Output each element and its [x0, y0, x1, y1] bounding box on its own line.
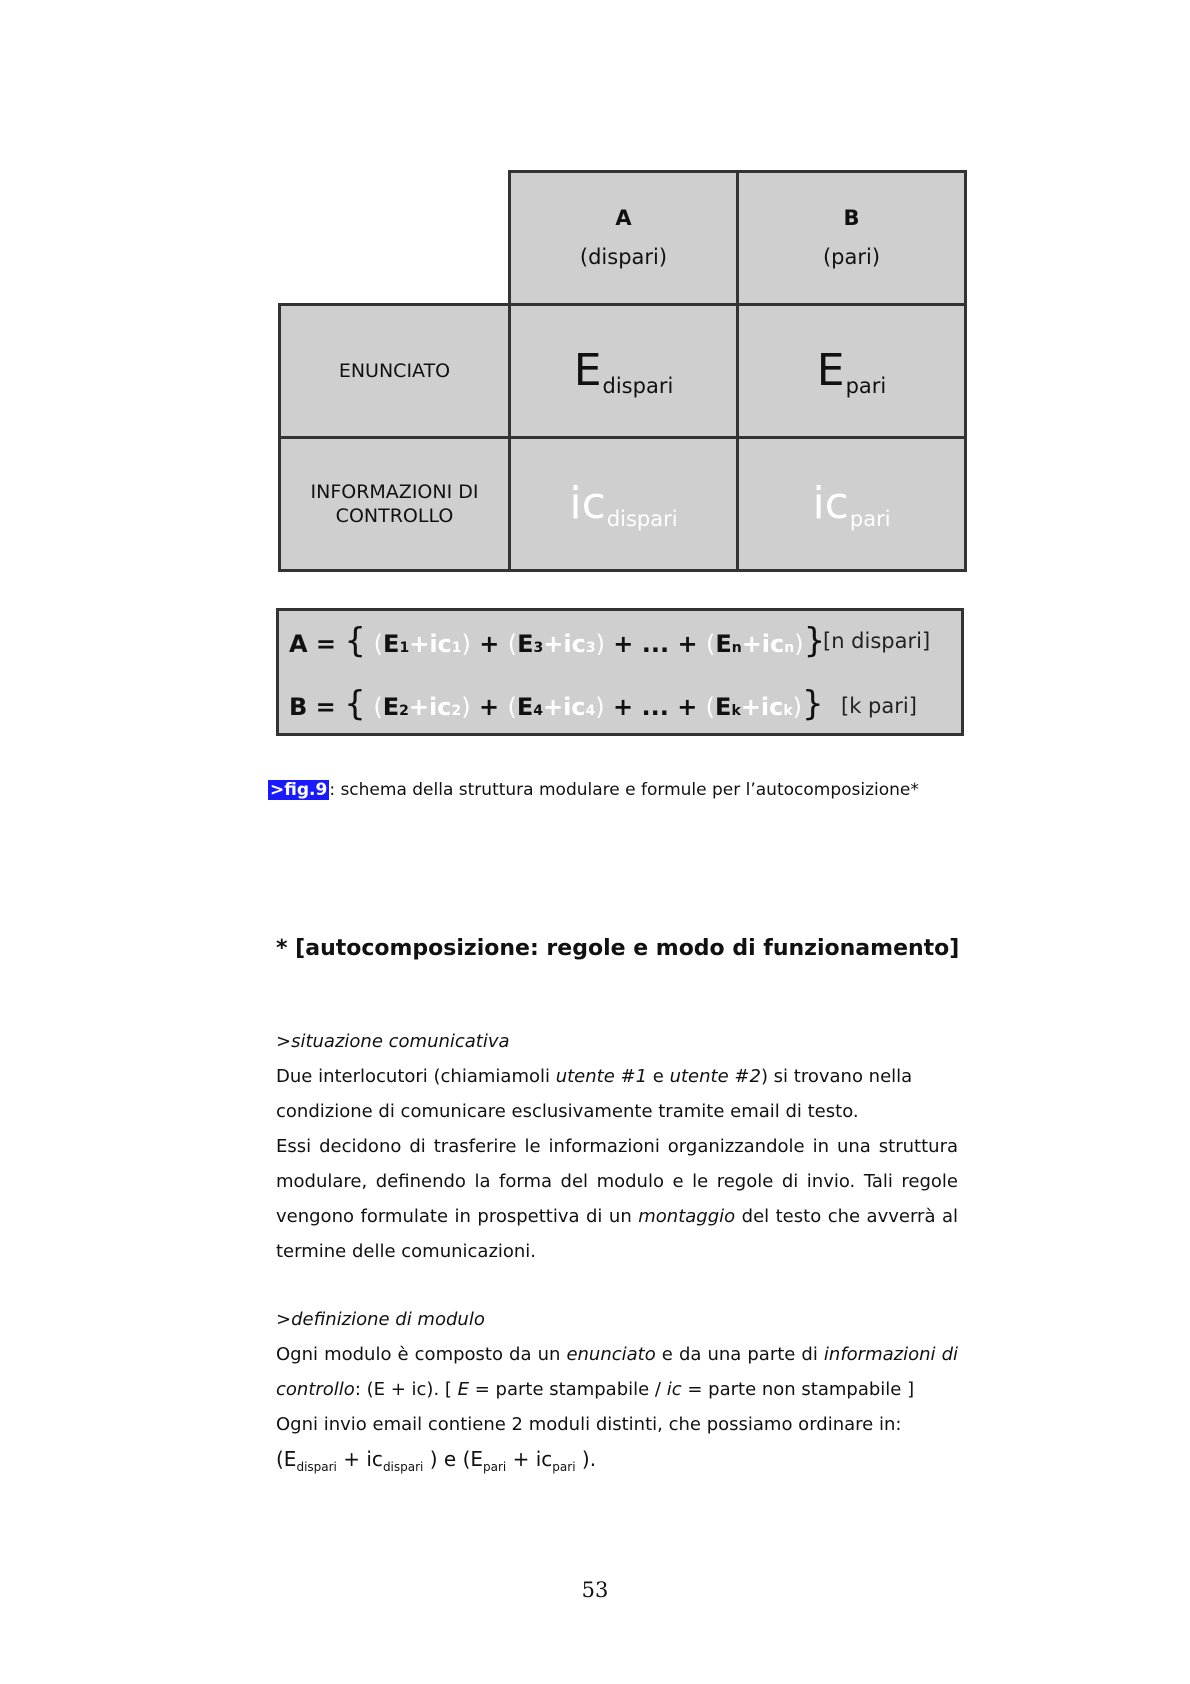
s2-l2b: : (E + ic). [: [354, 1379, 458, 1400]
paren: ): [792, 693, 802, 721]
formula-b-prefix: B =: [289, 693, 336, 721]
section2-title: [276, 1302, 958, 1337]
paren: (: [365, 693, 383, 721]
s1-l1a: Due interlocutori (chiamiamoli: [276, 1066, 556, 1087]
section-heading: * [autocomposizione: regole e modo di funzionamento]: [276, 936, 960, 961]
section1-line3: Essi decidono di trasferire le informazioni organizzandole in una struttura: [276, 1136, 958, 1157]
s2-l4-close1: ) e (E: [423, 1447, 484, 1471]
row-label-controllo: [278, 436, 511, 572]
e-dispari: [573, 345, 674, 398]
paren: ): [595, 693, 605, 721]
term-ic: +ic: [740, 693, 784, 721]
paren: ): [794, 630, 804, 658]
figure-caption: [268, 780, 919, 800]
section2-line4: [276, 1442, 958, 1485]
section1-title-text: >situazione comunicativa: [276, 1031, 510, 1052]
s1-l1e: ) si trovano nella: [760, 1066, 913, 1087]
row-label-enunciato: [278, 303, 511, 439]
formula-a-note: [n dispari]: [823, 629, 931, 653]
e-pari-sub: pari: [845, 374, 887, 398]
s1-l1b: utente #1: [555, 1066, 648, 1087]
term-e: E: [715, 693, 732, 721]
cell-e-pari: [736, 303, 967, 439]
formula-box: [276, 608, 964, 736]
term-ic: +ic: [408, 693, 452, 721]
section-situazione: [276, 1024, 958, 1269]
term-e-sub: 1: [399, 640, 410, 656]
brace-open: {: [344, 621, 367, 661]
col-a-letter: A: [615, 206, 632, 230]
ic-dispari-sub: dispari: [606, 507, 678, 531]
formula-b-note: [k pari]: [841, 694, 917, 718]
s2-l4-close2: ).: [575, 1447, 597, 1471]
s1-l5c: del testo che avverrà al: [735, 1206, 959, 1227]
caption-text: : schema della struttura modulare e formule per l’autocomposizione*: [329, 780, 919, 800]
paren: (: [366, 630, 384, 658]
controllo-label-1: INFORMAZIONI DI: [310, 481, 479, 503]
term-e: E: [715, 630, 732, 658]
term-ic-sub: 1: [451, 640, 462, 656]
term-ic-sub: 4: [585, 703, 596, 719]
term-e-sub: 4: [533, 703, 543, 719]
s2-l1a: Ogni modulo è composto da un: [276, 1344, 567, 1365]
term-e-sub: k: [731, 703, 741, 719]
section2-title-text: >definizione di modulo: [276, 1309, 485, 1330]
s2-l2e: ic: [666, 1379, 682, 1400]
ic-dispari-base: ic: [569, 478, 606, 529]
term-e: E: [383, 630, 400, 658]
section1-line2: condizione di comunicare esclusivamente tramite email di testo.: [276, 1101, 859, 1122]
paren: (: [705, 693, 716, 721]
cell-e-dispari: [508, 303, 739, 439]
header-col-b: [736, 170, 967, 306]
s2-l4-open1: (E: [276, 1447, 297, 1471]
term-ic: +ic: [741, 630, 785, 658]
s2-l4-plus2: + ic: [506, 1447, 553, 1471]
term-e: E: [516, 693, 534, 721]
formula-a: [289, 621, 825, 661]
term-e-sub: 2: [399, 703, 409, 719]
e-pari: [816, 345, 887, 398]
s2-l2a: controllo: [276, 1379, 355, 1400]
ellipsis: + ... +: [613, 630, 698, 658]
brace-close: }: [803, 621, 826, 661]
brace-close: }: [802, 684, 824, 724]
paren: (: [507, 630, 518, 658]
ic-dispari: [569, 478, 678, 531]
s2-l4-sub4: pari: [552, 1460, 576, 1474]
cell-ic-pari: [736, 436, 967, 572]
brace-open: {: [344, 684, 366, 724]
formula-a-prefix: A =: [289, 630, 337, 658]
ic-pari-base: ic: [812, 478, 849, 529]
section1-title: [276, 1024, 958, 1059]
paren: ): [461, 630, 471, 658]
term-ic-sub: k: [783, 703, 793, 719]
e-dispari-base: E: [573, 345, 602, 396]
term-e-sub: 3: [533, 640, 544, 656]
s2-l4-plus1: + ic: [336, 1447, 383, 1471]
s2-l2f: = parte non stampabile ]: [681, 1379, 915, 1400]
paren: ): [595, 630, 605, 658]
section-modulo: [276, 1302, 958, 1485]
e-dispari-sub: dispari: [602, 374, 674, 398]
section1-line5: [276, 1199, 958, 1234]
term-ic: +ic: [409, 630, 452, 658]
s1-l1c: e: [647, 1066, 670, 1087]
ic-pari: [812, 478, 891, 531]
s2-l4-sub2: dispari: [382, 1460, 424, 1474]
s2-l1d: informazioni di: [823, 1344, 959, 1365]
paren: (: [507, 693, 517, 721]
col-b-letter: B: [843, 206, 860, 230]
col-a-sub: (dispari): [579, 245, 668, 269]
formula-b: [289, 684, 824, 724]
s2-l4-sub3: pari: [483, 1460, 507, 1474]
s1-l5a: vengono formulate in prospettiva di un: [276, 1206, 639, 1227]
term-ic: +ic: [543, 630, 586, 658]
section1-line1: [276, 1059, 958, 1094]
paren: ): [461, 693, 471, 721]
s2-l2d: = parte stampabile /: [469, 1379, 667, 1400]
term-ic-sub: n: [784, 640, 795, 656]
s2-l4-sub1: dispari: [296, 1460, 337, 1474]
term-ic-sub: 3: [585, 640, 596, 656]
term-ic: +ic: [542, 693, 586, 721]
plus: +: [478, 693, 500, 721]
term-e: E: [382, 693, 400, 721]
header-col-a: [508, 170, 739, 306]
section1-line4: modulare, definendo la forma del modulo e le regole di invio. Tali regole: [276, 1171, 958, 1192]
section2-line2: [276, 1372, 958, 1407]
s1-l1d: utente #2: [669, 1066, 761, 1087]
section2-line3: Ogni invio email contiene 2 moduli distinti, che possiamo ordinare in:: [276, 1414, 902, 1435]
plus: +: [479, 630, 500, 658]
e-pari-base: E: [816, 345, 845, 396]
term-e-sub: n: [731, 640, 742, 656]
s2-l2c: E: [457, 1379, 470, 1400]
col-b-sub: (pari): [822, 245, 881, 269]
paren: (: [705, 630, 716, 658]
ellipsis: + ... +: [613, 693, 698, 721]
enunciato-label: ENUNCIATO: [338, 360, 451, 382]
s2-l1b: enunciato: [566, 1344, 656, 1365]
controllo-label-2: CONTROLLO: [335, 505, 454, 527]
section1-line6: termine delle comunicazioni.: [276, 1241, 537, 1262]
ic-pari-sub: pari: [849, 507, 891, 531]
cell-ic-dispari: [508, 436, 739, 572]
term-e: E: [517, 630, 534, 658]
figure-tag: >fig.9: [270, 780, 328, 800]
s1-l5b: montaggio: [638, 1206, 736, 1227]
s2-l1c: e da una parte di: [655, 1344, 824, 1365]
section2-line1: [276, 1337, 958, 1372]
term-ic-sub: 2: [451, 703, 462, 719]
page-number: 53: [581, 1578, 609, 1602]
